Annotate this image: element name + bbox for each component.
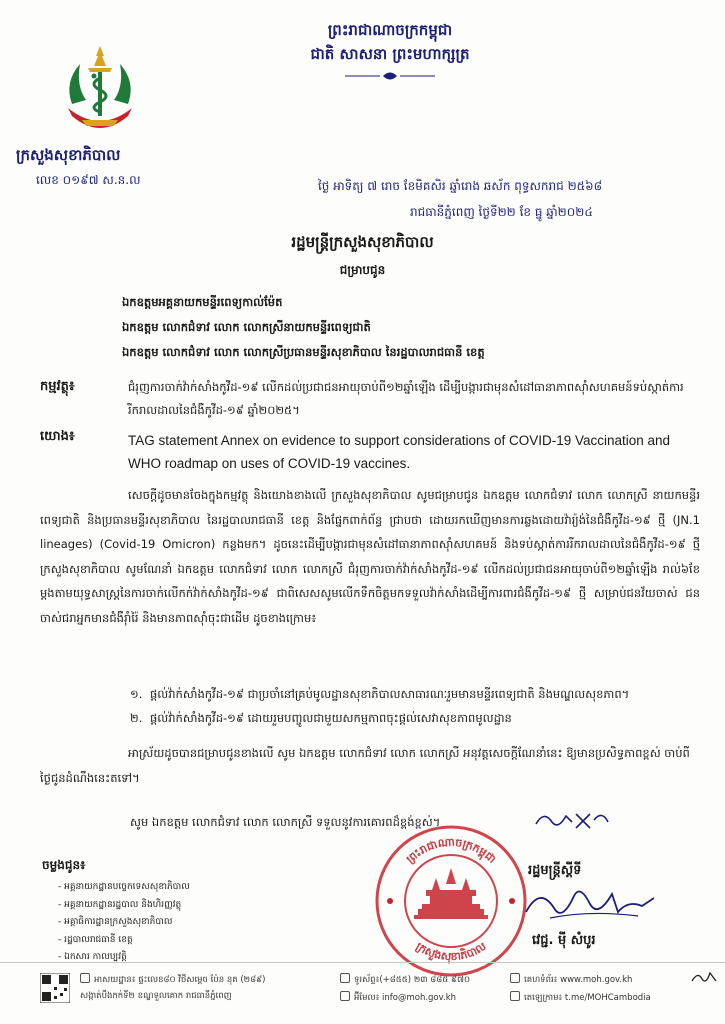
recipient-line: ឯកឧត្តមអគ្គនាយកមន្ទីរពេទ្យកាល់ម៉ែត [122, 295, 283, 309]
cc-list [58, 879, 190, 967]
kingdom-header [250, 18, 530, 85]
recipient-line: ឯកឧត្តម លោកជំទាវ លោក លោកស្រីប្រធានមន្ទីរសុខាភិបាល នៃរដ្ឋបាលរាជធានី ខេត្ត [122, 345, 485, 359]
footer-initials-mark [690, 969, 718, 985]
list-item [130, 706, 695, 730]
globe-icon [510, 973, 520, 983]
solar-date: រាជធានីភ្នំពេញ ថ្ងៃទី២២ ខែ ធ្នូ ឆ្នាំ២០២៤ [410, 205, 593, 219]
footer-website[interactable]: គេហទំព័រ៖ www.moh.gov.kh [510, 973, 632, 987]
signer-name: វេជ្ជ. ម៉ី សំបូរ [532, 933, 596, 948]
cc-item: - អគ្គនាយកដ្ឋានរដ្ឋបាល និងហិរញ្ញវត្ថុ [58, 899, 182, 910]
greeting-line: សូម ឯកឧត្តម លោកជំទាវ លោក លោកស្រី ទទួលនូវការគោរពដ៏ខ្ពង់ខ្ពស់។ [130, 815, 441, 829]
ministry-logo [58, 42, 142, 142]
footer-phone: ទូរស័ព្ទ៖(+៨៥៥) ២៣ ៨៨៥ ៩៧០ [340, 973, 470, 987]
subject-label: កម្មវត្ថុ៖ [40, 379, 75, 394]
body-paragraph: សេចក្តីដូចមានចែងក្នុងកម្មវត្ថុ និងយោងខាងលើ ក្រសួងសុខាភិបាល សូមជម្រាបជូន ឯកឧត្តម លោកជំទាវ លោក លោកស្រី នាយកមន្ទីរពេទ្យជាតិ និងប្រធានមន្ទីរសុខាភិបាល នៃរដ្ឋបាលរាជធានី ខេត្ត និងផ្នែកពាក់ព័ន្ធ ជ្រាបថា ដោយរកឃើញមានការឆ្លងដោយវ៉ារ្យ៉ង់នៃជំងឺកូវីដ-១៩ ថ្មី (JN.1 lineages) (Covid-19 Omicron) កន្លងមក។ ដូចនេះដើម្បីបង្ការជាមុនសំដៅធានាភាពស៊ាំសហគមន៍ និងទប់ស្កាត់ការរីករាលដាលនៃជំងឺកូវីដ-១៩ ថ្មី ក្រសួងសុខាភិបាល សូមណែនាំ ឯកឧត្តម លោកជំទាវ លោក លោកស្រី ជំរុញការចាក់វ៉ាក់សាំងកូវីដ-១៩ លើកដល់ប្រជាជនអាយុចាប់ពី១២ឆ្នាំឡើង រាល់៦ខែម្តងតាមយុទ្ធសាស្ត្រនៃការចាក់លើកក់វ៉ាក់សាំងកូវីដ-១៩ ជាពិសេសសូមលើកទឹកចិត្តមកទទួលវ៉ាក់សាំងដើម្បីការពារជំងឺកូវីដ-១៩ ថ្មី សម្រាប់ជនវ័យចាស់ ជនចាស់ជរាអ្នកមានជំងឺរ៉ាំរ៉ៃ និងមានភាពស៊ាំចុះជាដើម ដូចខាងក្រោម៖ [40, 488, 700, 625]
cc-title: ចម្លងជូន៖ [42, 858, 86, 872]
stamp-top-text: ព្រះរាជាណាចក្រកម្ពុជា [403, 835, 499, 866]
cc-item: - អគ្គាធិការដ្ឋានក្រសួងសុខាភិបាល [58, 917, 173, 927]
list-number: ២. [130, 711, 143, 725]
reference-number: លេខ ០១៩៧ ស.ន.ល [36, 173, 141, 187]
phone-icon [340, 973, 350, 983]
list-item [130, 682, 695, 706]
telegram-icon [510, 991, 520, 1001]
stamp-bottom-text: ក្រសួងសុខាភិបាល [413, 939, 489, 964]
angkor-temple-icon [414, 868, 488, 919]
reference-text: TAG statement Annex on evidence to support considerations of COVID-19 Vaccination and WHO roadmap on uses of COVID-19 vaccines. [128, 433, 671, 471]
cc-item: - ឯកសារ កាលប្បវត្តិ [58, 952, 127, 962]
subject-text: ជំរុញការចាក់វ៉ាក់សាំងកូវីដ-១៩ លើកដល់ប្រជាជនអាយុចាប់ពី១២ឆ្នាំឡើង ដើម្បីបង្ការជាមុនសំដៅធានាភាពស៊ាំសហគមន៍ទប់ស្កាត់ការរីករាលដាលនៃជំងឺកូវីដ-១៩ ឆ្នាំ២០២៥។ [128, 380, 684, 417]
qr-code-icon [40, 973, 70, 1003]
ministry-name: ក្រសួងសុខាភិបាល [16, 146, 121, 164]
recipients-list [122, 290, 485, 365]
initials-mark [532, 806, 612, 832]
minister-title: រដ្ឋមន្ត្រីក្រសួងសុខាភិបាល [291, 233, 434, 251]
national-motto: ជាតិ សាសនា ព្រះមហាក្សត្រ [310, 45, 470, 63]
footer-address-line2: សង្កាត់បឹងកក់ទី២ ខណ្ឌទួលគោក រាជធានីភ្នំពេញ [80, 991, 232, 1001]
reference-label: យោង៖ [40, 429, 75, 444]
ornament-divider [345, 71, 435, 81]
handwritten-signature [520, 882, 660, 926]
list-text: ផ្តល់វ៉ាក់សាំងកូវីដ-១៩ ជាប្រចាំនៅគ្រប់មូលដ្ឋានសុខាភិបាលសាធារណៈរួមមានមន្ទីរពេទ្យជាតិ និងមណ្ឌលសុខភាព។ [150, 687, 630, 701]
recipient-line: ឯកឧត្តម លោកជំទាវ លោក លោកស្រីនាយកមន្ទីរពេទ្យជាតិ [122, 320, 371, 334]
official-stamp [374, 824, 528, 978]
footer-address: អាសយដ្ឋាន៖ ផ្ទះលេខ៨០ វិថីសម្តេច ប៉ែន នុត (២៨៩) [80, 973, 265, 987]
action-list [130, 682, 695, 730]
cc-item: - រដ្ឋបាលរាជធានី ខេត្ត [58, 934, 133, 945]
kingdom-title: ព្រះរាជាណាចក្រកម្ពុជា [327, 21, 453, 39]
location-icon [80, 973, 90, 983]
list-number: ១. [130, 687, 143, 701]
footer-telegram[interactable]: តេឡេក្រាម៖ t.me/MOHCambodia [510, 991, 651, 1005]
footer [0, 962, 725, 1024]
list-text: ផ្តល់វ៉ាក់សាំងកូវីដ-១៩ ដោយរួមបញ្ចូលជាមួយសកម្មភាពចុះផ្តល់សេវាសុខភាពមូលដ្ឋាន [150, 711, 512, 725]
respect-line: ជម្រាបជូន [339, 263, 386, 277]
footer-email[interactable]: អ៊ីមែល៖ info@moh.gov.kh [340, 991, 456, 1005]
signer-title: រដ្ឋមន្ត្រីស្តីទី [528, 863, 582, 878]
cc-item: - អគ្គនាយកដ្ឋានបច្ចេកទេសសុខាភិបាល [58, 882, 190, 892]
email-icon [340, 991, 350, 1001]
lunar-date: ថ្ងៃ អាទិត្យ ៧ រោច ខែមិគសិរ ឆ្នាំរោង ឆស័ក ពុទ្ធសករាជ ២៥៦៨ [318, 179, 603, 193]
closing-paragraph: អាស្រ័យដូចបានជម្រាបជូនខាងលើ សូម ឯកឧត្តម លោកជំទាវ លោក លោកស្រី អនុវត្តសេចក្តីណែនាំនេះ ឱ្យមានប្រសិទ្ធភាពខ្ពស់ ចាប់ពីថ្ងៃជូនដំណឹងនេះតទៅ។ [40, 746, 690, 785]
